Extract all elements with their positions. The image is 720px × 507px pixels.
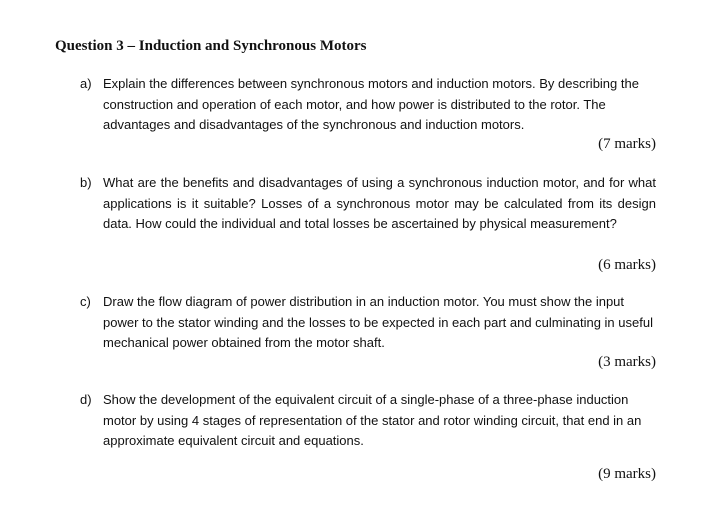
part-text: Explain the differences between synchronous motors and induction motors. By describing the construction and operation of each motor, and how power is distributed to the rotor. The advantages and disadvantages of the synchronous and induction motors. [103,76,639,132]
part-letter: a) [80,76,92,91]
part-text: Draw the flow diagram of power distribution in an induction motor. You must show the input power to the stator winding and the losses to be expected in each part and culminating in useful mechanical power obtained from the motor shaft. [103,294,653,350]
part-text: What are the benefits and disadvantages of using a synchronous induction motor, and for what applications is it suitable? Losses of a synchronous motor may be calculated from its design data. How could the individual and total losses be ascertained by physical measurement? [103,175,656,231]
question-title: Question 3 – Induction and Synchronous Motors [55,38,367,54]
part-d-marks: (9 marks) [598,466,656,482]
question-part-a [80,74,656,136]
part-letter: b) [80,175,92,190]
question-part-b [80,173,656,235]
question-part-c [80,292,656,354]
part-c-marks: (3 marks) [598,354,656,370]
part-a-marks: (7 marks) [598,136,656,152]
part-b-marks: (6 marks) [598,257,656,273]
question-part-d [80,390,656,452]
part-letter: c) [80,294,91,309]
part-text: Show the development of the equivalent circuit of a single-phase of a three-phase induction motor by using 4 stages of representation of the stator and rotor winding circuit, that end in an approximate equivalent circuit and equations. [103,392,642,448]
part-letter: d) [80,392,92,407]
